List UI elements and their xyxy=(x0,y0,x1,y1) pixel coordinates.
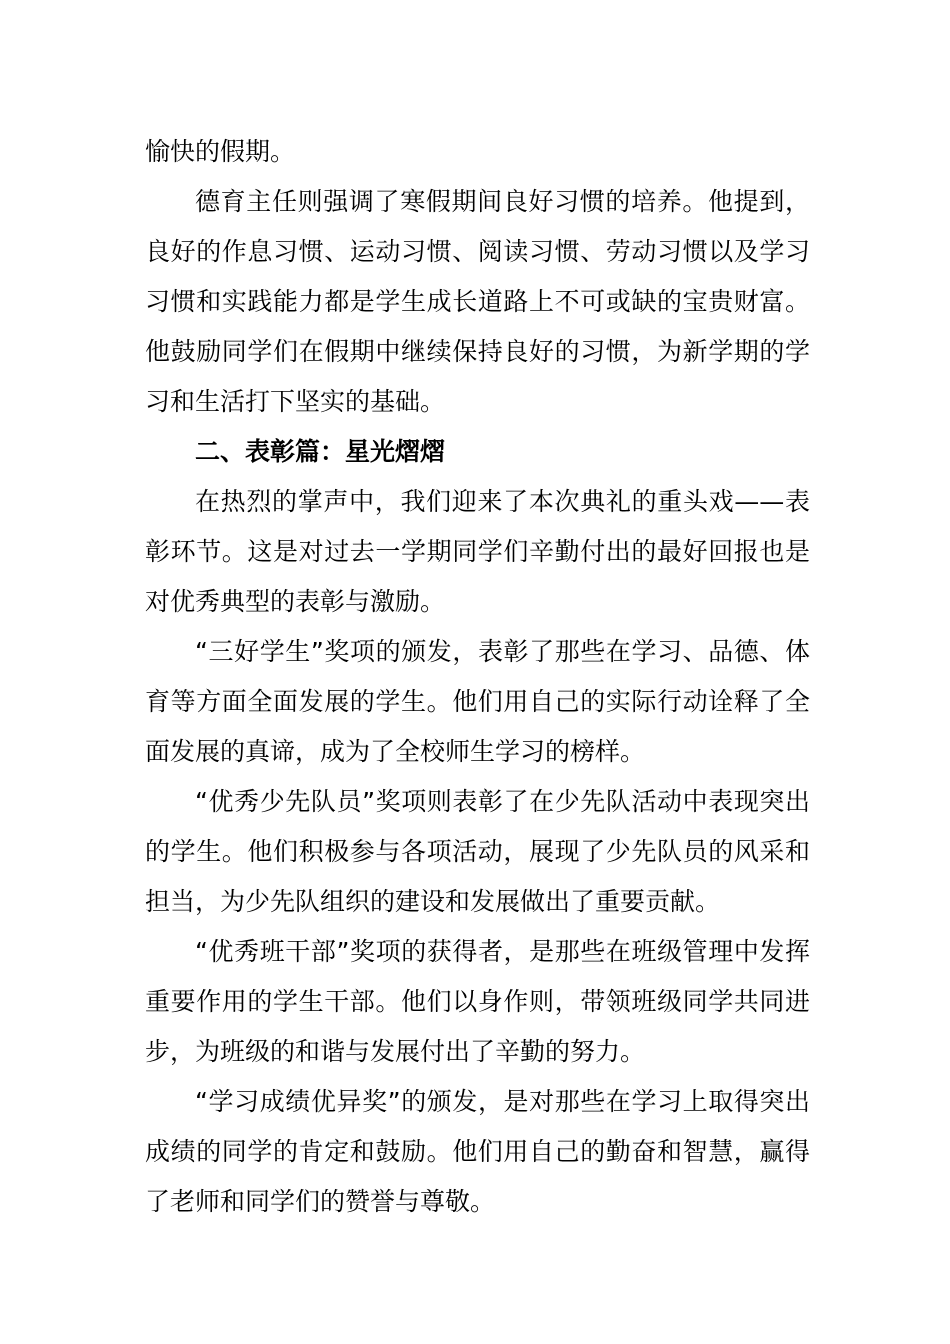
body-text xyxy=(145,127,810,1227)
paragraph-three-good-students: “三好学生”奖项的颁发，表彰了那些在学习、品德、体育等方面全面发展的学生。他们用自己的实际行动诠释了全面发展的真谛，成为了全校师生学习的榜样。 xyxy=(145,637,810,766)
paragraph-young-pioneers: “优秀少先队员”奖项则表彰了在少先队活动中表现突出的学生。他们积极参与各项活动，展现了少先队员的风采和担当，为少先队组织的建设和发展做出了重要贡献。 xyxy=(145,787,810,916)
paragraph-academic-excellence: “学习成绩优异奖”的颁发，是对那些在学习上取得突出成绩的同学的肯定和鼓励。他们用自己的勤奋和智慧，赢得了老师和同学们的赞誉与尊敬。 xyxy=(145,1087,810,1216)
paragraph-awards-intro: 在热烈的掌声中，我们迎来了本次典礼的重头戏——表彰环节。这是对过去一学期同学们辛勤付出的最好回报也是对优秀典型的表彰与激励。 xyxy=(145,487,810,616)
paragraph-habits: 德育主任则强调了寒假期间良好习惯的培养。他提到，良好的作息习惯、运动习惯、阅读习惯、劳动习惯以及学习习惯和实践能力都是学生成长道路上不可或缺的宝贵财富。他鼓励同学们在假期中继续保持良好的习惯，为新学期的学习和生活打下坚实的基础。 xyxy=(145,187,810,416)
continuation-paragraph: 愉快的假期。 xyxy=(145,137,296,166)
paragraph-class-cadres: “优秀班干部”奖项的获得者，是那些在班级管理中发挥重要作用的学生干部。他们以身作则，带领班级同学共同进步，为班级的和谐与发展付出了辛勤的努力。 xyxy=(145,937,810,1066)
section-heading: 二、表彰篇：星光熠熠 xyxy=(195,437,446,466)
